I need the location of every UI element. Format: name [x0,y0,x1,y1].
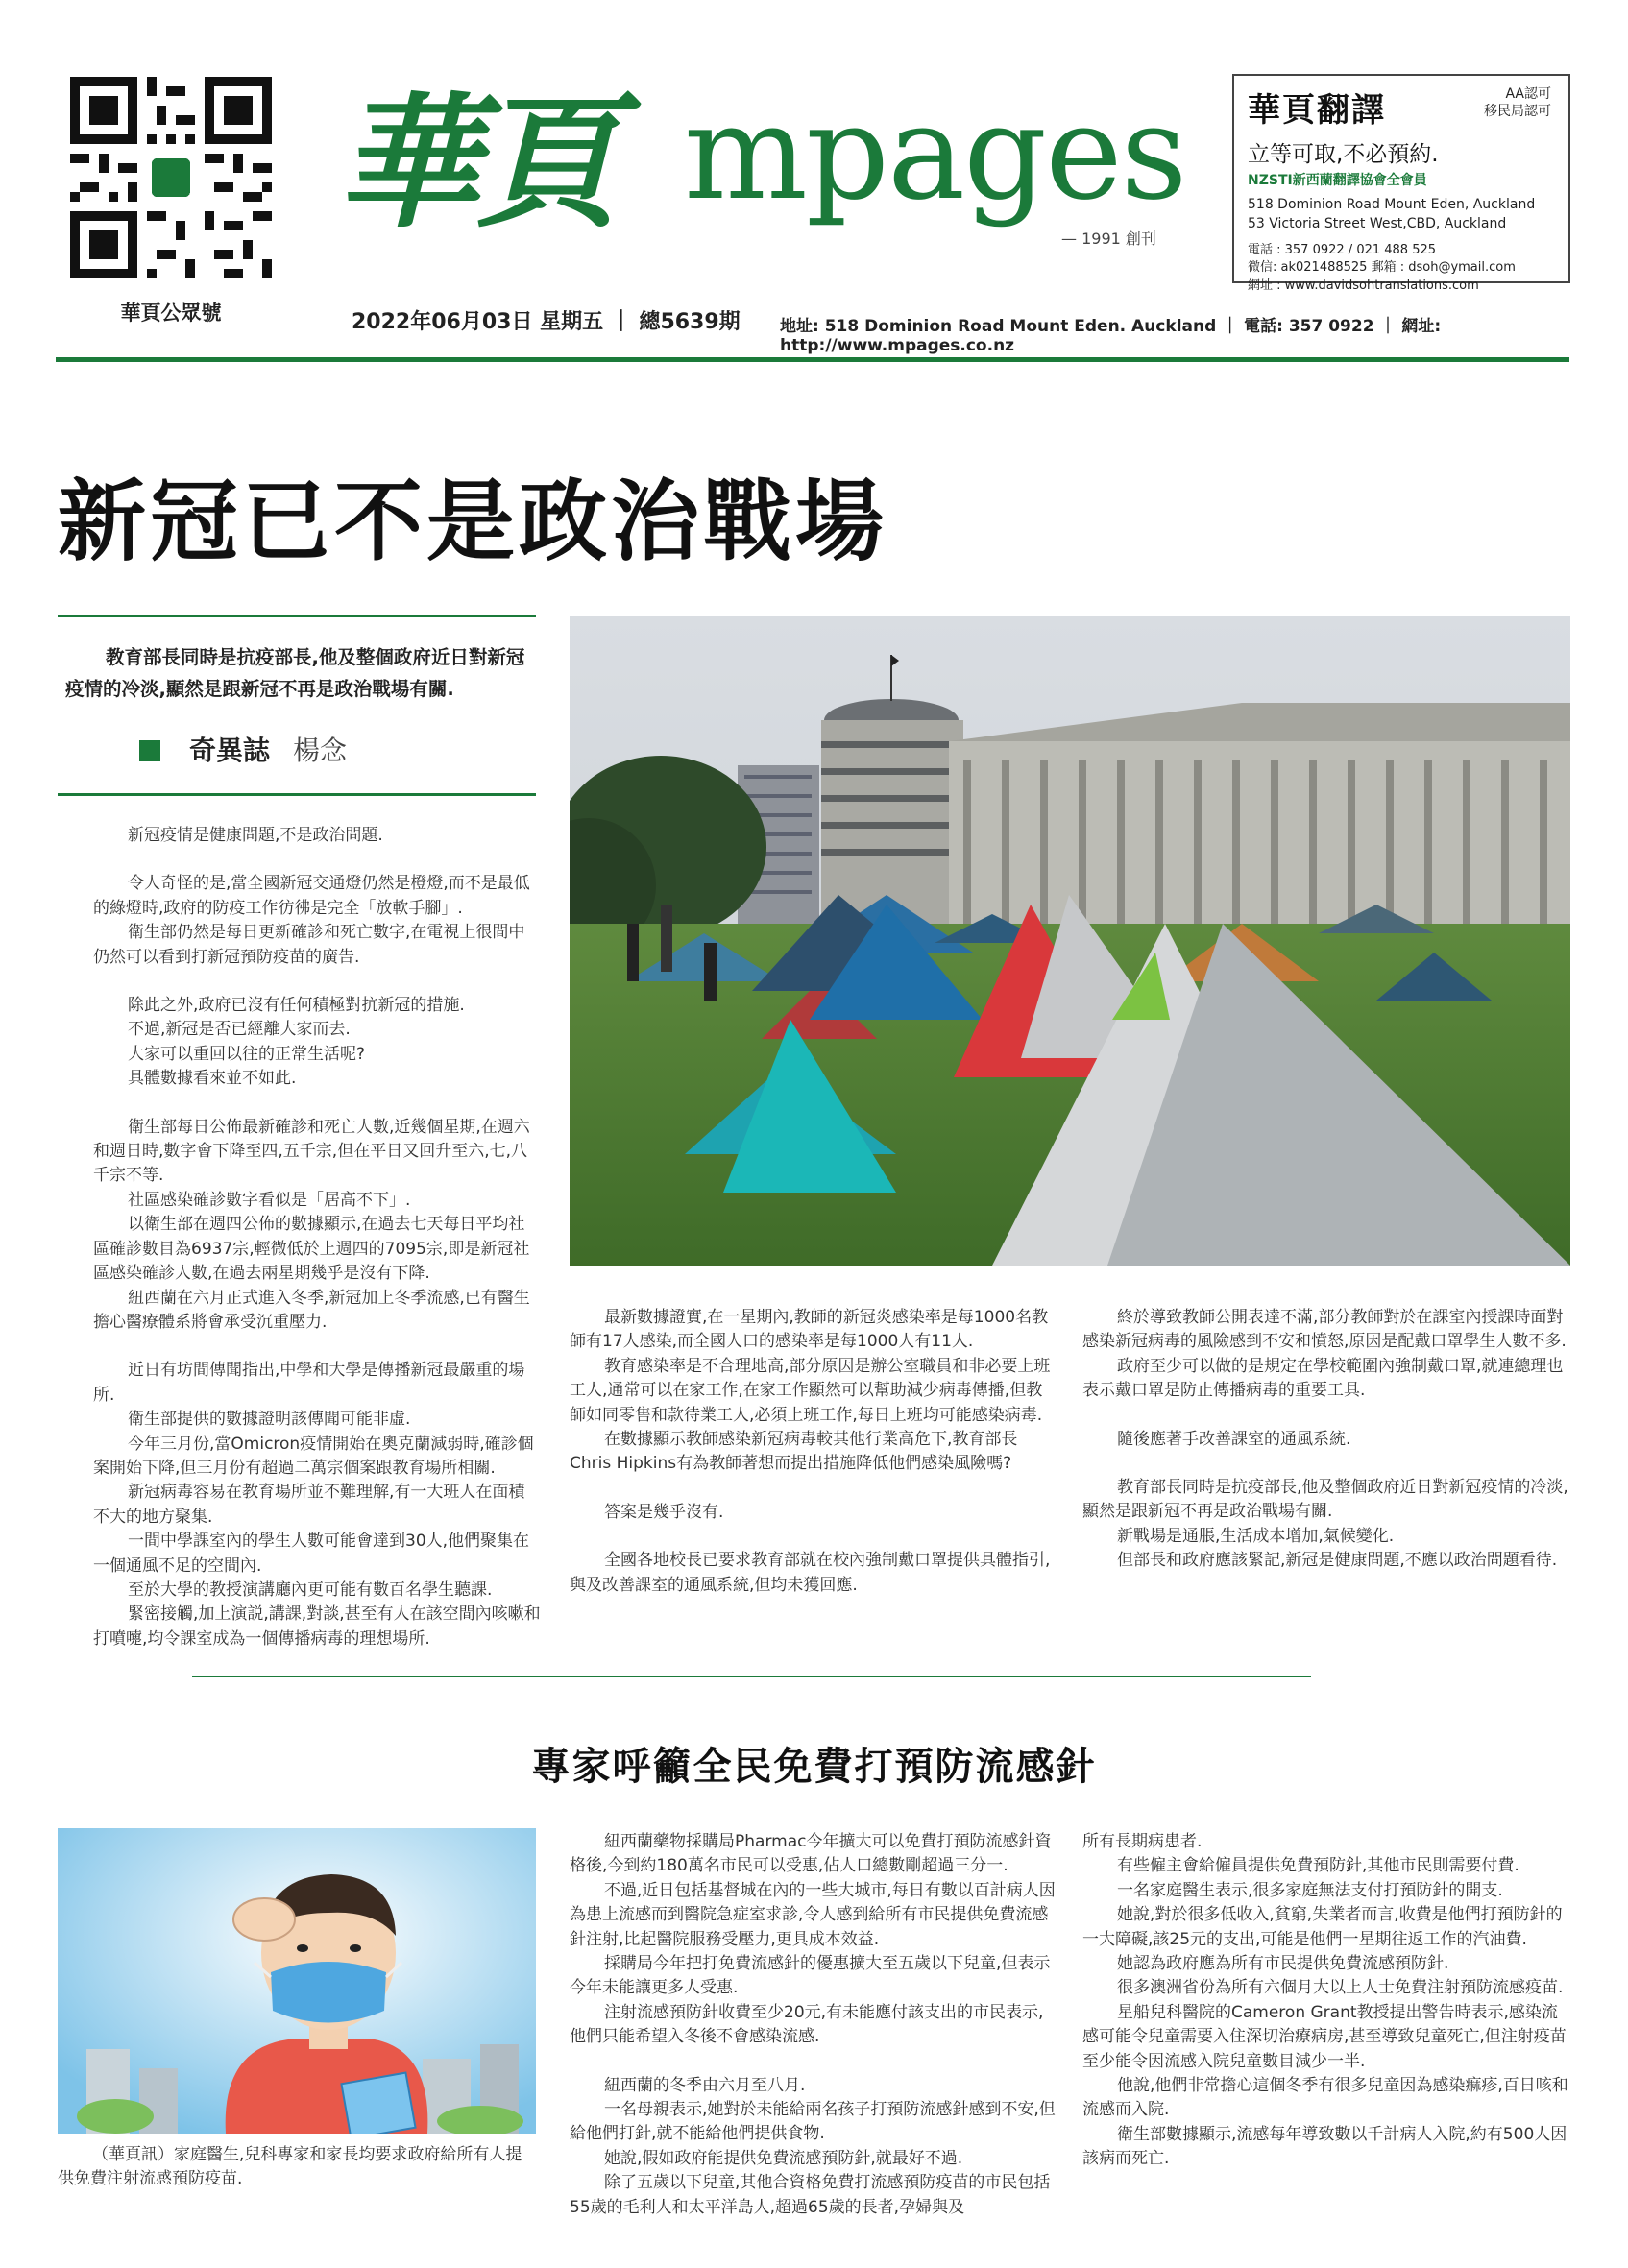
masthead-logo-english[interactable]: mpages [684,78,1186,229]
article-paragraph: 除此之外,政府已沒有任何積極對抗新冠的措施. [128,996,465,1016]
article-paragraph: 衛生部數據顯示,流感每年導致數以千計病人入院,約有500人因該病而死亡. [1082,2124,1567,2169]
ad-address-1: 518 Dominion Road Mount Eden, Auckland [1248,197,1536,212]
article-paragraph: 以衛生部在週四公佈的數據顯示,在過去七天每日平均社區確診數目為6937宗,輕微低於上週四的7095宗,即是新冠社區感染確診人數,在過去兩星期幾乎是沒有下降. [93,1215,530,1284]
byline [139,730,347,768]
article-paragraph: 注射流感預防針收費至少20元,有未能應付該支出的市民表示,他們只能希望入冬後不會感染流感. [570,2002,1044,2047]
article-paragraph: 政府至少可以做的是規定在學校範圍內強制戴口罩,就連總理也表示戴口罩是防止傳播病毒的重要工具. [1082,1356,1564,1401]
translation-ad[interactable] [1232,74,1570,294]
qr-caption: 華頁公眾號 [120,302,222,325]
article-paragraph: 緊密接觸,加上演説,講課,對談,甚至有人在該空間內咳嗽和打噴嚏,均令課室成為一個傳播病毒的理想場所. [93,1604,541,1649]
article-paragraph: 新冠病毒容易在教育場所並不難理解,有一大班人在面積不大的地方聚集. [93,1483,525,1527]
article-paragraph: 她說,對於很多低收入,貧窮,失業者而言,收費是他們打預防針的一大障礙,該25元的支出,可能是他們一星期往返工作的汽油費. [1082,1905,1563,1949]
article-paragraph: 星船兒科醫院的Cameron Grant教授提出警告時表示,感染流感可能令兒童需要入住深切治療病房,甚至導致兒童死亡,但注射疫苗至少能令因流感入院兒童數目減少一半. [1082,2002,1567,2071]
article-paragraph: 一間中學課室內的學生人數可能會達到30人,他們聚集在一個通風不足的空間內. [93,1532,530,1576]
header-divider [56,357,1569,362]
article-paragraph: 至於大學的教授演講廳內更可能有數百名學生聽課. [128,1580,493,1600]
ad-wechat-email: 微信: ak021488525 郵箱 : dsoh@ymail.com [1248,260,1516,276]
ad-slogan: 立等可取,不必預約. [1248,142,1439,167]
qr-code[interactable] [70,77,272,278]
article-paragraph: 不過,新冠是否已經離大家而去. [128,1020,351,1040]
flu-column-3 [1082,1830,1570,2172]
ad-title: 華頁翻譯 [1248,91,1386,130]
article-paragraph: 除了五歲以下兒童,其他合資格免費打流感預防疫苗的市民包括55歲的毛利人和太平洋島人,超過65歲的長者,孕婦與及 [570,2173,1051,2217]
ad-cert-immigration: 移民局認可 [1484,104,1551,120]
article-paragraph: 近日有坊間傳聞指出,中學和大學是傳播新冠最嚴重的場所. [93,1361,525,1405]
column-name: 奇異誌 [189,735,271,766]
article-paragraph: 衛生部提供的數據證明該傳聞可能非虛. [128,1410,411,1430]
article-paragraph: 衛生部仍然是每日更新確診和死亡數字,在電視上很間中仍然可以看到打新冠預防疫苗的廣告. [93,923,525,967]
article-paragraph: 紐西蘭藥物採購局Pharmac今年擴大可以免費打預防流感針資格後,今到約180萬名市民可以受惠,佔人口總數剛超過三分一. [570,1832,1052,1876]
illustration-caption: （華頁訊）家庭醫生,兒科專家和家長均要求政府給所有人提供免費注射流感預防疫苗. [58,2145,522,2189]
lead-summary: 教育部長同時是抗疫部長,他及整個政府近日對新冠疫情的冷淡,顯然是跟新冠不再是政治戰場有關. [65,646,525,701]
lead-headline[interactable]: 新冠已不是政治戰場 [58,470,888,573]
lead-column-1 [93,824,541,1652]
article-paragraph: 紐西蘭在六月正式進入冬季,新冠加上冬季流感,已有醫生擔心醫療體系將會承受沉重壓力. [93,1288,530,1332]
summary-divider-bottom [58,793,536,796]
article-paragraph: 她說,假如政府能提供免費流感預防針,就最好不過. [604,2148,963,2168]
ad-contacts [1248,242,1555,297]
founded-label: — 1991 創刊 [1061,229,1156,248]
ad-website[interactable]: 網址 : www.davidsohtranslations.com [1248,278,1479,294]
ad-addresses [1248,195,1555,234]
article-paragraph: 一名母親表示,她對於未能給兩名孩子打預防流感針感到不安,但給他們打針,就不能給他們提供食物. [570,2100,1056,2144]
ad-membership: NZSTI新西蘭翻譯協會全會員 [1248,173,1427,188]
flu-headline[interactable]: 專家呼籲全民免費打預防流感針 [531,1745,1097,1789]
lead-column-3 [1082,1306,1570,1574]
article-divider [192,1676,1311,1677]
article-paragraph: 在數據顯示教師感染新冠病毒較其他行業高危下,教育部長Chris Hipkins有為教師著想而提出措施降低他們感染風險嗎? [570,1430,1018,1474]
summary-divider-top [58,615,536,617]
article-paragraph: 今年三月份,當Omicron疫情開始在奧克蘭減弱時,確診個案開始下降,但三月份有超過二萬宗個案跟教育場所相關. [93,1434,534,1478]
publisher-address: 地址: 518 Dominion Road Mount Eden. Auckland ｜ 電話: 357 0922 ｜ 網址: http://www.mpages.co.nz [780,317,1442,355]
article-paragraph: 衛生部每日公佈最新確診和死亡人數,近幾個星期,在週六和週日時,數字會下降至四,五千宗,但在平日又回升至六,七,八千宗不等. [93,1117,530,1186]
parliament-protest-photo[interactable] [570,616,1570,1266]
issue-dateline: 2022年06月03日 星期五 ｜ 總5639期 [352,310,741,334]
ad-cert-aa: AA認可 [1505,86,1551,102]
article-paragraph: 答案是幾乎沒有. [604,1502,724,1522]
article-paragraph: 隨後應著手改善課室的通風系統. [1117,1429,1351,1449]
article-paragraph: 一名家庭醫生表示,很多家庭無法支付打預防針的開支. [1117,1880,1503,1900]
ad-certification [1484,85,1551,120]
article-paragraph: 新冠疫情是健康問題,不是政治問題. [128,826,383,845]
article-paragraph: 紐西蘭的冬季由六月至八月. [604,2075,806,2095]
article-paragraph: 教育部長同時是抗疫部長,他及整個政府近日對新冠疫情的冷淡,顯然是跟新冠不再是政治戰場有關. [1082,1478,1568,1522]
article-paragraph: 最新數據證實,在一星期內,教師的新冠炎感染率是每1000名教師有17人感染,而全國人口的感染率是每1000人有11人. [570,1308,1049,1352]
article-paragraph: 全國各地校長已要求教育部就在校內強制戴口罩提供具體指引,與及改善課室的通風系統,但均未獲回應. [570,1551,1051,1595]
lead-column-2 [570,1306,1057,1598]
article-paragraph: 很多澳洲省份為所有六個月大以上人士免費注射預防流感疫苗. [1117,1978,1564,1998]
masthead-logo-chinese[interactable]: 華頁 [336,79,614,248]
article-paragraph: 不過,近日包括基督城在內的一些大城市,每日有數以百計病人因為患上流感而到醫院急症室求診,令人感到給所有市民提供免費流感針注射,比起醫院服務受壓力,更具成本效益. [570,1880,1056,1949]
article-paragraph: 採購局今年把打免費流感針的優惠擴大至五歲以下兒童,但表示今年未能讓更多人受惠. [570,1954,1051,1998]
article-paragraph: 終於導致教師公開表達不滿,部分教師對於在課室內授課時面對感染新冠病毒的風險感到不安和憤怒,原因是配戴口罩學生人數不多. [1082,1308,1567,1352]
article-paragraph: 令人奇怪的是,當全國新冠交通燈仍然是橙燈,而不是最低的綠燈時,政府的防疫工作彷彿是完全「放軟手腳」. [93,874,530,918]
article-paragraph: 她認為政府應為所有市民提供免費流感預防針. [1117,1954,1449,1974]
article-paragraph: 新戰場是通脹,生活成本增加,氣候變化. [1117,1526,1395,1546]
ad-address-2: 53 Victoria Street West,CBD, Auckland [1248,216,1507,232]
article-paragraph: 有些僱主會給僱員提供免費預防針,其他市民則需要付費. [1117,1856,1519,1876]
article-paragraph: 社區感染確診數字看似是「居高不下」. [128,1190,411,1210]
byline-square-icon [139,740,160,761]
article-paragraph: 具體數據看來並不如此. [128,1069,297,1089]
article-paragraph: 大家可以重回以往的正常生活呢? [128,1044,366,1064]
article-paragraph: 但部長和政府應該緊記,新冠是健康問題,不應以政治問題看待. [1117,1551,1558,1571]
ad-phone: 電話 : 357 0922 / 021 488 525 [1248,242,1437,257]
doctor-mask-illustration[interactable] [58,1828,536,2134]
article-paragraph: 教育感染率是不合理地高,部分原因是辦公室職員和非必要上班工人,通常可以在家工作,在家工作顯然可以幫助減少病毒傳播,但教師如同零售和款待業工人,必須上班工作,每日上班均可能感染病毒. [570,1356,1051,1425]
article-paragraph: 所有長期病患者. [1082,1832,1203,1851]
author-name: 楊念 [293,735,348,766]
flu-column-2 [570,1830,1057,2220]
article-paragraph: 他說,他們非常擔心這個冬季有很多兒童因為感染痲疹,百日咳和流感而入院. [1082,2076,1568,2120]
